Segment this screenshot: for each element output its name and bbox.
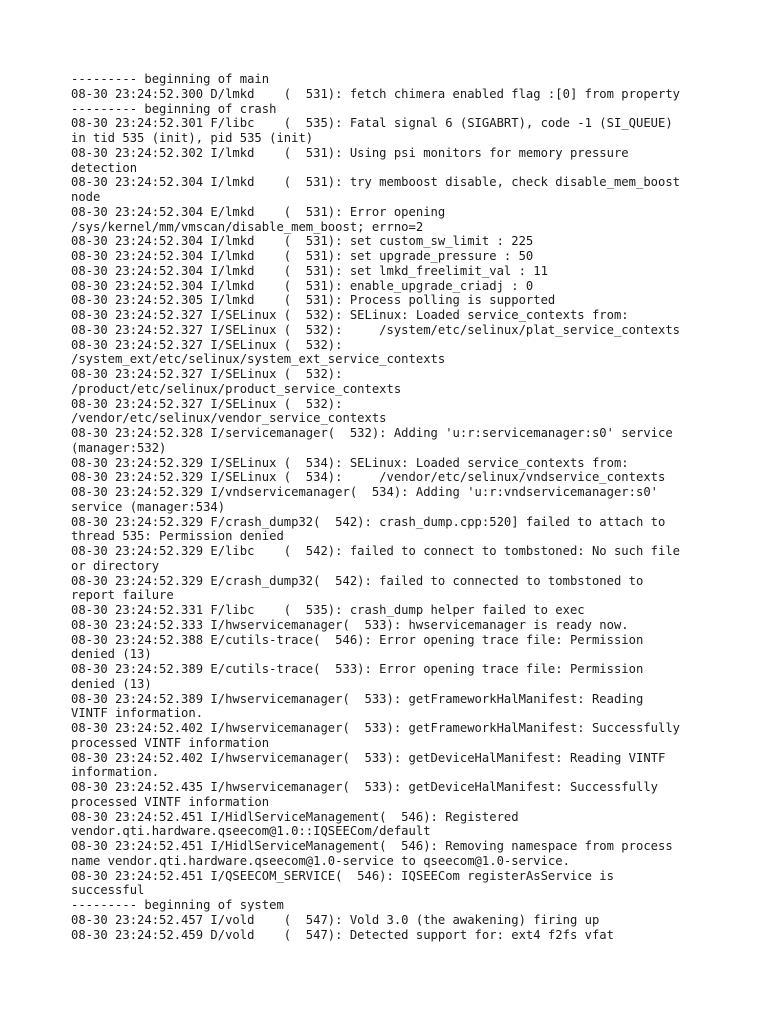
log-line: 08-30 23:24:52.451 I/QSEECOM_SERVICE( 546): IQSEECom registerAsService is [71, 868, 614, 883]
log-line: 08-30 23:24:52.304 I/lmkd ( 531): set upgrade_pressure : 50 [71, 249, 534, 263]
log-line: 08-30 23:24:52.304 I/lmkd ( 531): enable_upgrade_criadj : 0 [71, 278, 534, 293]
log-line: vendor.qti.hardware.qseecom@1.0::IQSEECom/default [71, 824, 431, 839]
log-line: 08-30 23:24:52.402 I/hwservicemanager( 533): getFrameworkHalManifest: Successfully [71, 721, 681, 735]
log-line: 08-30 23:24:52.329 E/libc ( 542): failed to connect to tombstoned: No such file [71, 544, 681, 558]
log-line: information. [71, 765, 160, 780]
log-line: (manager:532) [71, 440, 167, 455]
log-line: service (manager:534) [71, 499, 226, 514]
log-line: 08-30 23:24:52.388 E/cutils-trace( 546): Error opening trace file: Permission [71, 632, 644, 647]
log-line: processed VINTF information [71, 735, 270, 750]
log-line: /vendor/etc/selinux/vendor_service_contexts [71, 411, 387, 426]
log-section-header: --------- beginning of system [71, 898, 284, 912]
log-line: 08-30 23:24:52.304 I/lmkd ( 531): try memboost disable, check disable_mem_boost [71, 175, 681, 190]
log-line: node [71, 190, 101, 204]
log-line: name vendor.qti.hardware.qseecom@1.0-service to qseecom@1.0-service. [71, 853, 570, 868]
log-line: 08-30 23:24:52.459 D/vold ( 547): Detected support for: ext4 f2fs vfat [71, 927, 614, 942]
log-output [71, 72, 761, 942]
log-line: 08-30 23:24:52.329 I/SELinux ( 534): /vendor/etc/selinux/vndservice_contexts [71, 470, 666, 485]
log-line: processed VINTF information [71, 794, 270, 809]
log-line: denied (13) [71, 676, 152, 691]
log-line: 08-30 23:24:52.305 I/lmkd ( 531): Process polling is supported [71, 293, 556, 308]
log-line: 08-30 23:24:52.302 I/lmkd ( 531): Using psi monitors for memory pressure [71, 145, 629, 160]
log-line: in tid 535 (init), pid 535 (init) [71, 131, 314, 145]
log-line: 08-30 23:24:52.402 I/hwservicemanager( 533): getDeviceHalManifest: Reading VINTF [71, 750, 666, 765]
log-line: 08-30 23:24:52.304 I/lmkd ( 531): set custom_sw_limit : 225 [71, 234, 534, 249]
log-line: 08-30 23:24:52.300 D/lmkd ( 531): fetch chimera enabled flag :[0] from property [71, 86, 681, 101]
log-line: /product/etc/selinux/product_service_contexts [71, 381, 402, 396]
log-line: 08-30 23:24:52.329 F/crash_dump32( 542): crash_dump.cpp:520] failed to attach to [71, 514, 666, 529]
log-line: report failure [71, 588, 174, 603]
log-line: /system_ext/etc/selinux/system_ext_service_contexts [71, 352, 446, 367]
log-line: 08-30 23:24:52.329 I/vndservicemanager( 534): Adding 'u:r:vndservicemanager:s0' [71, 485, 658, 499]
log-line: denied (13) [71, 647, 152, 662]
log-line: 08-30 23:24:52.331 F/libc ( 535): crash_dump helper failed to exec [71, 603, 585, 617]
log-line: thread 535: Permission denied [71, 529, 284, 544]
log-line: 08-30 23:24:52.301 F/libc ( 535): Fatal signal 6 (SIGABRT), code -1 (SI_QUEUE) [71, 116, 673, 131]
log-section-header: --------- beginning of crash [71, 101, 277, 116]
log-line: 08-30 23:24:52.329 I/SELinux ( 534): SELinux: Loaded service_contexts from: [71, 455, 629, 470]
log-line: 08-30 23:24:52.329 E/crash_dump32( 542): failed to connected to tombstoned to [71, 573, 644, 588]
log-line: 08-30 23:24:52.451 I/HidlServiceManagement( 546): Removing namespace from process [71, 839, 673, 853]
log-line: /sys/kernel/mm/vmscan/disable_mem_boost; errno=2 [71, 219, 424, 234]
log-line: 08-30 23:24:52.304 I/lmkd ( 531): set lmkd_freelimit_val : 11 [71, 263, 548, 278]
log-line: or directory [71, 558, 160, 573]
log-line: 08-30 23:24:52.389 I/hwservicemanager( 533): getFrameworkHalManifest: Reading [71, 691, 644, 706]
log-line: 08-30 23:24:52.327 I/SELinux ( 532): [71, 367, 343, 381]
log-line: 08-30 23:24:52.327 I/SELinux ( 532): [71, 337, 343, 352]
log-line: detection [71, 160, 138, 175]
log-line: 08-30 23:24:52.389 E/cutils-trace( 533): Error opening trace file: Permission [71, 662, 644, 676]
log-line: 08-30 23:24:52.435 I/hwservicemanager( 533): getDeviceHalManifest: Successfully [71, 780, 658, 794]
log-line: 08-30 23:24:52.327 I/SELinux ( 532): SELinux: Loaded service_contexts from: [71, 308, 629, 322]
log-line: VINTF information. [71, 706, 204, 721]
log-line: 08-30 23:24:52.327 I/SELinux ( 532): [71, 396, 343, 411]
log-line: successful [71, 883, 145, 898]
log-line: 08-30 23:24:52.328 I/servicemanager( 532): Adding 'u:r:servicemanager:s0' service [71, 426, 673, 440]
log-line: 08-30 23:24:52.451 I/HidlServiceManagement( 546): Registered [71, 809, 519, 824]
log-section-header: --------- beginning of main [71, 72, 270, 86]
log-line: 08-30 23:24:52.333 I/hwservicemanager( 533): hwservicemanager is ready now. [71, 617, 629, 632]
log-line: 08-30 23:24:52.304 E/lmkd ( 531): Error opening [71, 204, 446, 219]
log-line: 08-30 23:24:52.457 I/vold ( 547): Vold 3.0 (the awakening) firing up [71, 912, 600, 927]
log-line: 08-30 23:24:52.327 I/SELinux ( 532): /system/etc/selinux/plat_service_contexts [71, 322, 681, 337]
